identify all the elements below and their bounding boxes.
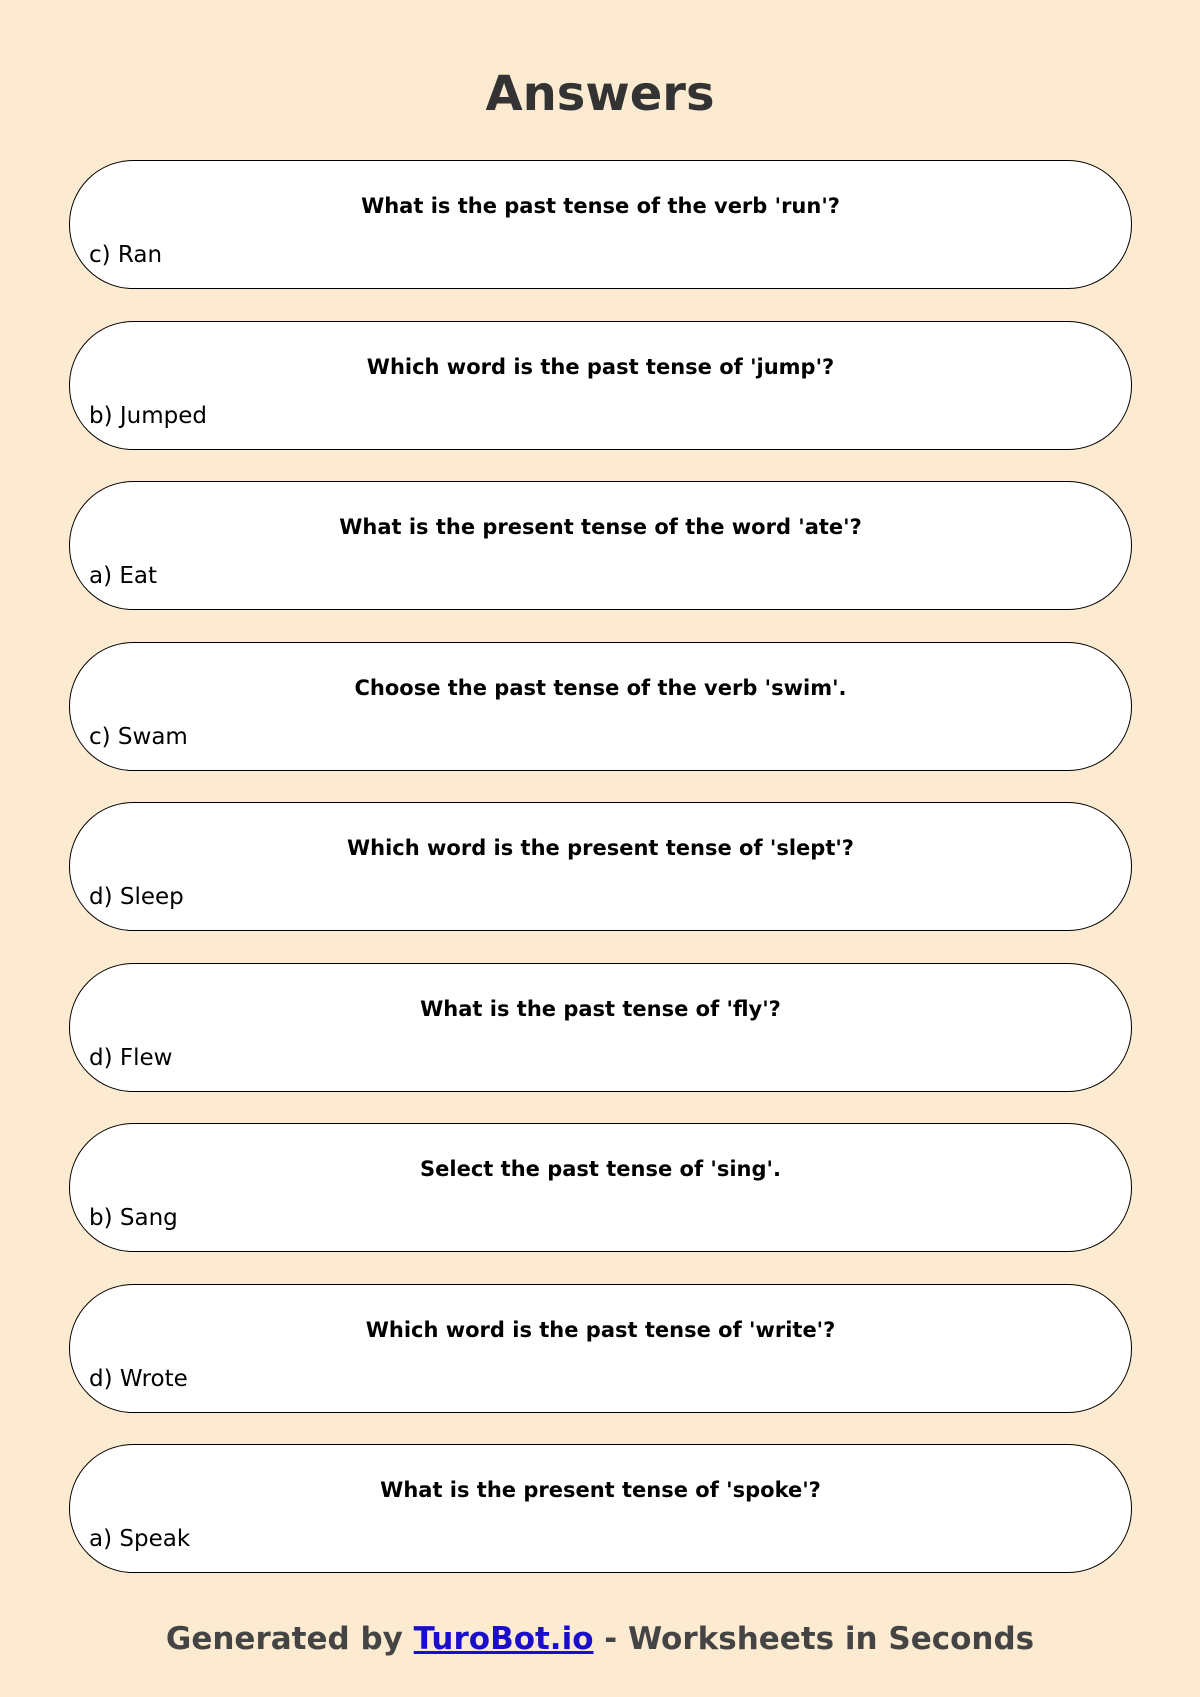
answer-card <box>69 1123 1132 1252</box>
answer-text: a) Speak <box>89 1526 191 1552</box>
turobot-link[interactable]: TuroBot.io <box>413 1621 594 1657</box>
answer-card <box>69 642 1132 771</box>
answer-text: c) Swam <box>89 723 188 750</box>
question-text: What is the present tense of 'spoke'? <box>380 1478 821 1502</box>
answer-text: a) Eat <box>89 563 158 589</box>
question-text: Which word is the past tense of 'write'? <box>365 1317 836 1342</box>
question-text: What is the past tense of 'fly'? <box>420 996 781 1021</box>
answer-card <box>69 1444 1132 1573</box>
answer-card <box>69 1284 1132 1413</box>
answer-text: b) Sang <box>89 1205 178 1231</box>
answer-text: d) Sleep <box>89 884 184 910</box>
footer <box>0 1619 1200 1659</box>
answer-text: c) Ran <box>89 242 163 268</box>
question-text: Choose the past tense of the verb 'swim'. <box>354 675 847 700</box>
question-text: Which word is the past tense of 'jump'? <box>366 354 835 379</box>
answer-card <box>69 160 1132 289</box>
answer-card <box>69 802 1132 931</box>
answer-list <box>69 160 1132 1605</box>
answer-text: b) Jumped <box>89 402 207 429</box>
footer-prefix: Generated by <box>165 1621 414 1657</box>
question-text: Select the past tense of 'sing'. <box>420 1157 781 1181</box>
footer-suffix: - Worksheets in Seconds <box>593 1621 1035 1657</box>
answer-card <box>69 481 1132 610</box>
page-title: Answers <box>485 66 715 122</box>
question-text: What is the present tense of the word 'ate'? <box>339 515 862 539</box>
question-text: Which word is the present tense of 'slept'? <box>347 836 854 860</box>
answer-card <box>69 321 1132 450</box>
answer-text: d) Wrote <box>89 1365 188 1392</box>
answer-text: d) Flew <box>89 1044 173 1071</box>
question-text: What is the past tense of the verb 'run'? <box>361 194 840 218</box>
answer-card <box>69 963 1132 1092</box>
